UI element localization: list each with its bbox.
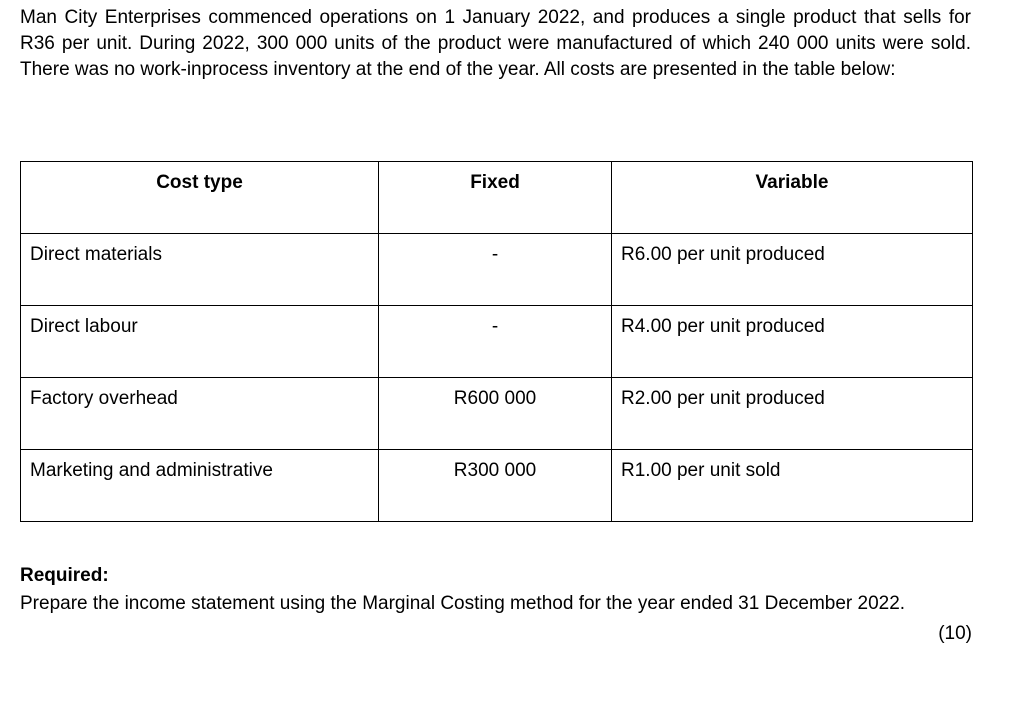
- required-section: [20, 562, 971, 618]
- cost-table: [20, 161, 973, 522]
- cell-cost-type: Direct labour: [21, 306, 379, 378]
- header-fixed: Fixed: [379, 162, 612, 234]
- cell-cost-type: Factory overhead: [21, 378, 379, 450]
- table-row: [21, 234, 973, 306]
- cell-fixed: -: [379, 306, 612, 378]
- cell-cost-type: Direct materials: [21, 234, 379, 306]
- intro-paragraph: Man City Enterprises commenced operations on 1 January 2022, and produces a single product that sells for R36 per unit. During 2022, 300 000 units of the product were manufactured of which 240 000 units were sold. There was no work-inprocess inventory at the end of the year. All costs are presented in the table below:: [20, 7, 971, 80]
- header-variable: Variable: [612, 162, 973, 234]
- required-text: Prepare the income statement using the Marginal Costing method for the year ended 31 December 2022.: [20, 593, 906, 614]
- header-cost-type: Cost type: [21, 162, 379, 234]
- marks-label: (10): [938, 623, 972, 644]
- cell-variable: R6.00 per unit produced: [612, 234, 973, 306]
- required-heading: Required:: [20, 565, 109, 586]
- cell-variable: R1.00 per unit sold: [612, 450, 973, 522]
- cell-variable: R2.00 per unit produced: [612, 378, 973, 450]
- table-row: [21, 306, 973, 378]
- table-row: [21, 378, 973, 450]
- cell-fixed: R300 000: [379, 450, 612, 522]
- cell-fixed: R600 000: [379, 378, 612, 450]
- cell-cost-type: Marketing and administrative: [21, 450, 379, 522]
- cell-fixed: -: [379, 234, 612, 306]
- cell-variable: R4.00 per unit produced: [612, 306, 973, 378]
- table-row: [21, 450, 973, 522]
- table-header-row: [21, 162, 973, 234]
